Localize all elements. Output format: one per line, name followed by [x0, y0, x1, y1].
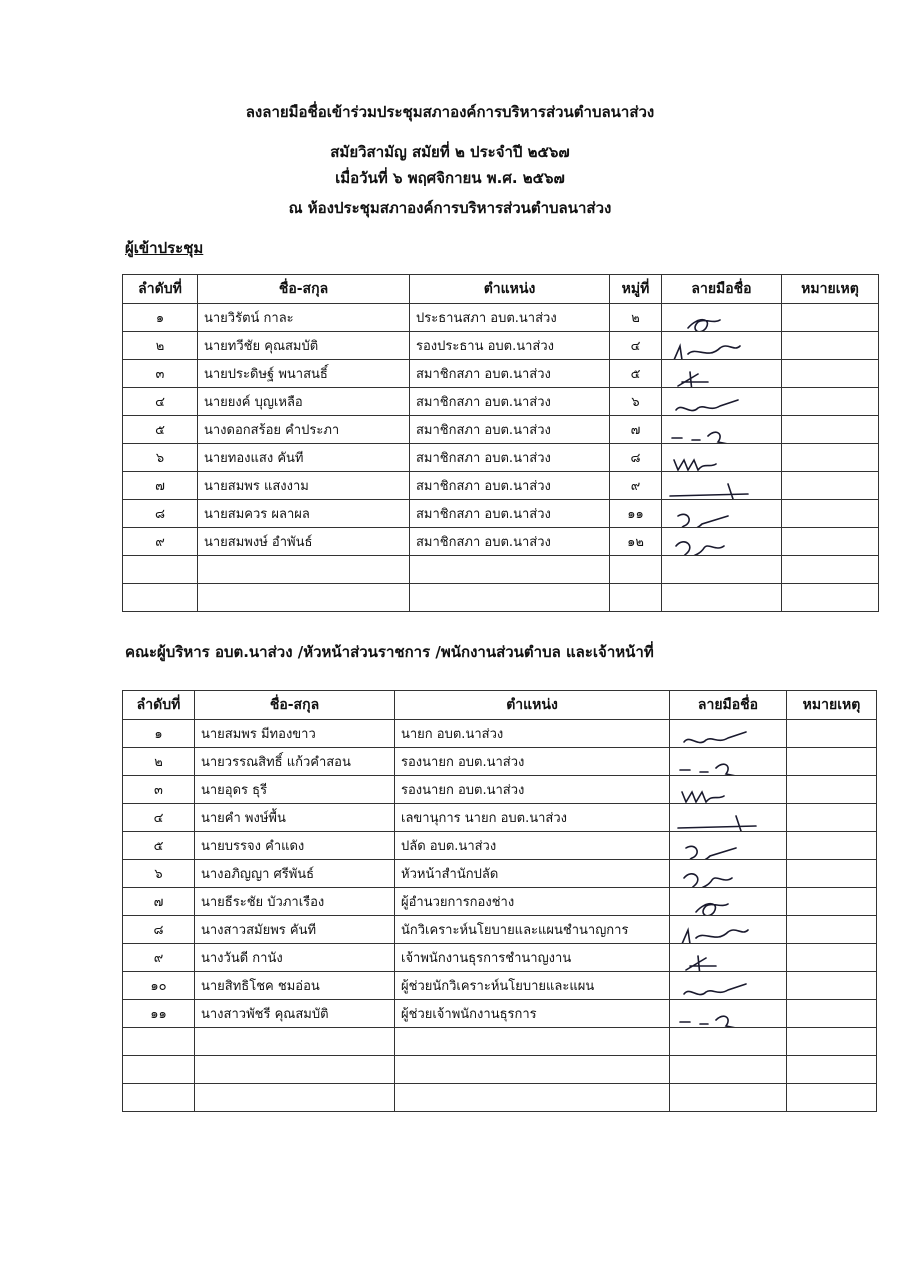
row-number: ๑๑ — [123, 1000, 195, 1028]
staff-position: ผู้อำนวยการกองช่าง — [395, 888, 670, 916]
staff-name: นางวันดี กานัง — [195, 944, 395, 972]
column-header: ลำดับที่ — [123, 691, 195, 720]
row-number: ๒ — [123, 748, 195, 776]
row-number: ๘ — [123, 500, 198, 528]
remark-cell — [787, 1084, 877, 1112]
signature-cell — [662, 500, 782, 528]
village-number: ๙ — [610, 472, 662, 500]
member-name: นายยงค์ บุญเหลือ — [198, 388, 410, 416]
staff-name — [195, 1084, 395, 1112]
row-number: ๗ — [123, 472, 198, 500]
staff-name: นายบรรจง คำแดง — [195, 832, 395, 860]
signature-cell — [670, 916, 787, 944]
remark-cell — [782, 416, 879, 444]
village-number: ๗ — [610, 416, 662, 444]
signature-cell — [670, 1084, 787, 1112]
column-header: ชื่อ-สกุล — [195, 691, 395, 720]
signature-cell — [670, 1000, 787, 1028]
table-row — [123, 832, 877, 860]
row-number: ๑ — [123, 720, 195, 748]
table-row — [123, 972, 877, 1000]
table-row — [123, 888, 877, 916]
village-number — [610, 556, 662, 584]
table-row — [123, 860, 877, 888]
signature-cell — [662, 360, 782, 388]
table-row — [123, 472, 879, 500]
member-name: นายประดิษฐ์ พนาสนธิ์ — [198, 360, 410, 388]
member-position: สมาชิกสภา อบต.นาส่วง — [410, 388, 610, 416]
document-title: ลงลายมือชื่อเข้าร่วมประชุมสภาองค์การบริหารส่วนตำบลนาส่วง — [245, 103, 655, 121]
remark-cell — [782, 472, 879, 500]
row-number: ๙ — [123, 944, 195, 972]
table-row — [123, 332, 879, 360]
staff-name: นางอภิญญา ศรีพันธ์ — [195, 860, 395, 888]
signature-cell — [670, 1028, 787, 1056]
member-position: สมาชิกสภา อบต.นาส่วง — [410, 360, 610, 388]
signature-cell — [662, 584, 782, 612]
table-row — [123, 720, 877, 748]
column-header: ลายมือชื่อ — [670, 691, 787, 720]
remark-cell — [782, 332, 879, 360]
staff-position — [395, 1056, 670, 1084]
member-position: สมาชิกสภา อบต.นาส่วง — [410, 444, 610, 472]
row-number: ๗ — [123, 888, 195, 916]
table-row — [123, 1056, 877, 1084]
remark-cell — [787, 888, 877, 916]
table-row — [123, 1000, 877, 1028]
table-row — [123, 556, 879, 584]
table-header-row — [123, 691, 877, 720]
attendees-table — [122, 274, 879, 612]
row-number — [123, 1084, 195, 1112]
staff-name: นายสิทธิโชค ชมอ่อน — [195, 972, 395, 1000]
row-number: ๑๐ — [123, 972, 195, 1000]
staff-position: เจ้าพนักงานธุรการชำนาญงาน — [395, 944, 670, 972]
member-position: สมาชิกสภา อบต.นาส่วง — [410, 472, 610, 500]
village-number: ๑๑ — [610, 500, 662, 528]
table-row — [123, 748, 877, 776]
column-header: ตำแหน่ง — [410, 275, 610, 304]
table-row — [123, 360, 879, 388]
village-number: ๔ — [610, 332, 662, 360]
remark-cell — [782, 556, 879, 584]
member-name — [198, 584, 410, 612]
row-number: ๑ — [123, 304, 198, 332]
member-name: นายสมควร ผลาผล — [198, 500, 410, 528]
remark-cell — [787, 776, 877, 804]
staff-position — [395, 1084, 670, 1112]
column-header: หมู่ที่ — [610, 275, 662, 304]
staff-table — [122, 690, 877, 1112]
row-number — [123, 1028, 195, 1056]
column-header: หมายเหตุ — [782, 275, 879, 304]
row-number: ๒ — [123, 332, 198, 360]
table-row — [123, 944, 877, 972]
signature-cell — [662, 556, 782, 584]
remark-cell — [782, 444, 879, 472]
staff-name: นายสมพร มีทองขาว — [195, 720, 395, 748]
signature-cell — [670, 944, 787, 972]
village-number: ๑๒ — [610, 528, 662, 556]
member-position: สมาชิกสภา อบต.นาส่วง — [410, 416, 610, 444]
table-row — [123, 528, 879, 556]
column-header: ชื่อ-สกุล — [198, 275, 410, 304]
table-row — [123, 916, 877, 944]
signature-cell — [662, 416, 782, 444]
signature-cell — [670, 1056, 787, 1084]
village-number: ๘ — [610, 444, 662, 472]
staff-position: รองนายก อบต.นาส่วง — [395, 776, 670, 804]
member-name — [198, 556, 410, 584]
column-header: ตำแหน่ง — [395, 691, 670, 720]
staff-position: รองนายก อบต.นาส่วง — [395, 748, 670, 776]
village-number: ๒ — [610, 304, 662, 332]
member-name: นายทวีชัย คุณสมบัติ — [198, 332, 410, 360]
table-row — [123, 1028, 877, 1056]
column-header: หมายเหตุ — [787, 691, 877, 720]
session-line: สมัยวิสามัญ สมัยที่ ๒ ประจำปี ๒๕๖๗ — [330, 143, 570, 161]
signature-cell — [670, 776, 787, 804]
remark-cell — [782, 528, 879, 556]
signature-cell — [662, 528, 782, 556]
signature-cell — [670, 748, 787, 776]
village-number: ๖ — [610, 388, 662, 416]
member-name: นายทองแสง คันที — [198, 444, 410, 472]
attendees-section-title: ผู้เข้าประชุม — [125, 239, 204, 257]
venue-line: ณ ห้องประชุมสภาองค์การบริหารส่วนตำบลนาส่วง — [288, 199, 612, 217]
staff-position: นายก อบต.นาส่วง — [395, 720, 670, 748]
table-row — [123, 1084, 877, 1112]
member-position — [410, 584, 610, 612]
remark-cell — [787, 860, 877, 888]
member-position: ประธานสภา อบต.นาส่วง — [410, 304, 610, 332]
column-header: ลำดับที่ — [123, 275, 198, 304]
staff-name: นางสาวพัชรี คุณสมบัติ — [195, 1000, 395, 1028]
signature-cell — [670, 860, 787, 888]
row-number: ๔ — [123, 388, 198, 416]
signature-cell — [670, 720, 787, 748]
signature-cell — [670, 972, 787, 1000]
row-number — [123, 556, 198, 584]
date-line: เมื่อวันที่ ๖ พฤศจิกายน พ.ศ. ๒๕๖๗ — [335, 169, 565, 187]
member-name: นายวิรัตน์ กาละ — [198, 304, 410, 332]
column-header: ลายมือชื่อ — [662, 275, 782, 304]
village-number — [610, 584, 662, 612]
remark-cell — [787, 804, 877, 832]
row-number — [123, 584, 198, 612]
member-name: นายสมพร แสงงาม — [198, 472, 410, 500]
row-number: ๓ — [123, 776, 195, 804]
remark-cell — [787, 1028, 877, 1056]
staff-position — [395, 1028, 670, 1056]
row-number: ๘ — [123, 916, 195, 944]
remark-cell — [787, 1000, 877, 1028]
remark-cell — [782, 500, 879, 528]
remark-cell — [782, 304, 879, 332]
signature-cell — [662, 332, 782, 360]
staff-name — [195, 1028, 395, 1056]
staff-name: นายวรรณสิทธิ์ แก้วคำสอน — [195, 748, 395, 776]
member-position: สมาชิกสภา อบต.นาส่วง — [410, 500, 610, 528]
remark-cell — [787, 944, 877, 972]
staff-name: นางสาวสมัยพร คันที — [195, 916, 395, 944]
table-row — [123, 804, 877, 832]
staff-name: นายอุดร ธุรี — [195, 776, 395, 804]
remark-cell — [787, 972, 877, 1000]
village-number: ๕ — [610, 360, 662, 388]
table-row — [123, 416, 879, 444]
row-number: ๙ — [123, 528, 198, 556]
staff-name — [195, 1056, 395, 1084]
signature-cell — [670, 888, 787, 916]
row-number: ๖ — [123, 860, 195, 888]
member-name: นายสมพงษ์ อำพันธ์ — [198, 528, 410, 556]
table-row — [123, 388, 879, 416]
table-row — [123, 500, 879, 528]
staff-position: ปลัด อบต.นาส่วง — [395, 832, 670, 860]
staff-position: ผู้ช่วยเจ้าพนักงานธุรการ — [395, 1000, 670, 1028]
signature-cell — [670, 832, 787, 860]
row-number: ๕ — [123, 832, 195, 860]
signature-cell — [662, 472, 782, 500]
remark-cell — [787, 720, 877, 748]
signature-cell — [670, 804, 787, 832]
table-header-row — [123, 275, 879, 304]
table-row — [123, 444, 879, 472]
staff-position: ผู้ช่วยนักวิเคราะห์นโยบายและแผน — [395, 972, 670, 1000]
row-number: ๓ — [123, 360, 198, 388]
remark-cell — [787, 748, 877, 776]
row-number: ๕ — [123, 416, 198, 444]
row-number — [123, 1056, 195, 1084]
staff-name: นายคำ พงษ์พื้น — [195, 804, 395, 832]
staff-position: เลขานุการ นายก อบต.นาส่วง — [395, 804, 670, 832]
table-row — [123, 584, 879, 612]
member-position — [410, 556, 610, 584]
row-number: ๔ — [123, 804, 195, 832]
remark-cell — [782, 584, 879, 612]
remark-cell — [782, 388, 879, 416]
staff-position: หัวหน้าสำนักปลัด — [395, 860, 670, 888]
staff-section-title: คณะผู้บริหาร อบต.นาส่วง /หัวหน้าส่วนราชการ /พนักงานส่วนตำบล และเจ้าหน้าที่ — [125, 643, 654, 661]
row-number: ๖ — [123, 444, 198, 472]
signature-cell — [662, 388, 782, 416]
table-row — [123, 776, 877, 804]
member-position: รองประธาน อบต.นาส่วง — [410, 332, 610, 360]
remark-cell — [787, 916, 877, 944]
staff-name: นายธีระชัย บัวภาเรือง — [195, 888, 395, 916]
signature-cell — [662, 444, 782, 472]
remark-cell — [782, 360, 879, 388]
table-row — [123, 304, 879, 332]
member-name: นางดอกสร้อย คำประภา — [198, 416, 410, 444]
staff-position: นักวิเคราะห์นโยบายและแผนชำนาญการ — [395, 916, 670, 944]
remark-cell — [787, 1056, 877, 1084]
member-position: สมาชิกสภา อบต.นาส่วง — [410, 528, 610, 556]
signature-cell — [662, 304, 782, 332]
remark-cell — [787, 832, 877, 860]
